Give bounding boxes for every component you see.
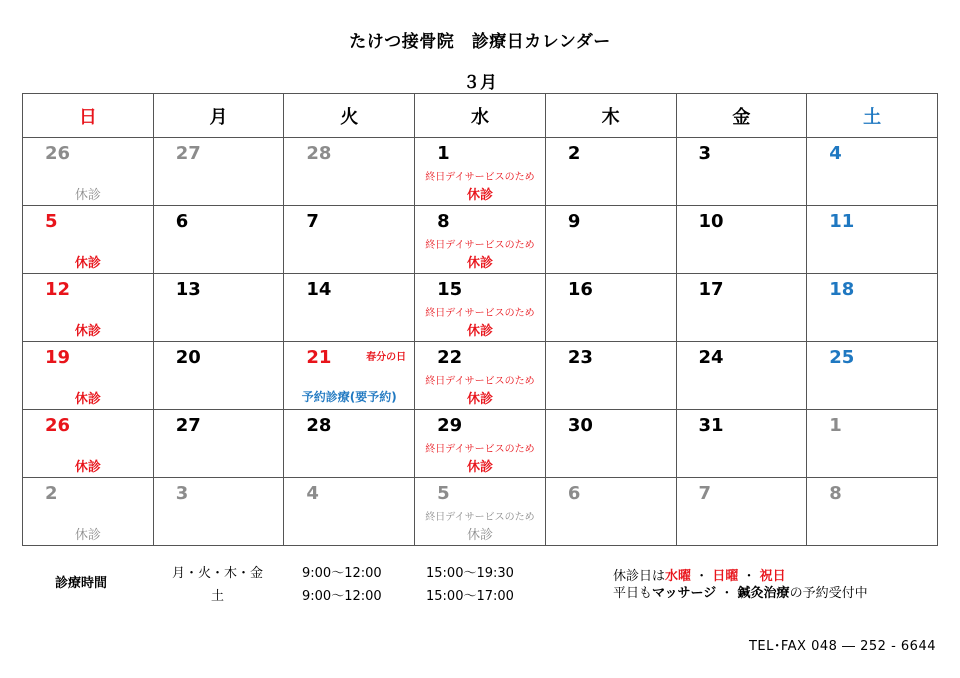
day-number: 9 [567, 211, 581, 232]
weekday-header-tue: 火 [284, 94, 415, 138]
closed-days-sep: ・ [695, 569, 709, 584]
calendar-day-cell [545, 342, 676, 410]
day-service-note: 終日デイサービスのため [425, 240, 535, 251]
day-service-note: 終日デイサービスのため [425, 172, 535, 183]
day-number: 18 [829, 279, 855, 300]
closed-days-sep: ・ [742, 569, 756, 584]
month-label: ３月 [463, 73, 497, 93]
calendar-day-cell [676, 138, 807, 206]
closed-label: 休診 [74, 460, 101, 475]
closed-label: 休診 [74, 392, 101, 407]
calendar-day-cell [23, 274, 154, 342]
day-number: 12 [45, 279, 71, 300]
calendar-day-cell [676, 342, 807, 410]
day-number: 3 [175, 483, 189, 504]
tel-fax: TEL･FAX 048 ― 252 - 6644 [748, 639, 936, 654]
calendar-day-cell [284, 206, 415, 274]
hours-evening-saturday: 15:00～17:00 [426, 589, 514, 604]
calendar-day-cell [415, 342, 546, 410]
weekday-header-sat: 土 [807, 94, 938, 138]
day-number: 7 [306, 211, 319, 232]
calendar-day-cell [676, 478, 807, 546]
day-number: 8 [829, 483, 842, 504]
reservation-massage: マッサージ [652, 586, 717, 601]
holiday-label: 春分の日 [366, 352, 407, 363]
day-number: 27 [175, 415, 201, 436]
day-number: 28 [306, 415, 332, 436]
weekday-header-sun: 日 [23, 94, 154, 138]
hours-label: 診療時間 [55, 576, 108, 591]
weekday-header-thu: 木 [545, 94, 676, 138]
calendar-day-cell [676, 274, 807, 342]
day-number: 13 [175, 279, 201, 300]
day-number: 20 [175, 347, 201, 368]
calendar-day-cell [284, 478, 415, 546]
hours-days-saturday: 土 [210, 589, 224, 604]
day-number: 26 [45, 143, 71, 164]
weekday-header-mon: 月 [153, 94, 284, 138]
calendar-day-cell [23, 410, 154, 478]
calendar-day-cell [415, 138, 546, 206]
calendar-day-cell [284, 138, 415, 206]
calendar-day-cell [807, 274, 938, 342]
reservation-prefix: 平日も [613, 586, 653, 601]
calendar-week-row [23, 410, 938, 478]
day-service-note: 終日デイサービスのため [425, 512, 535, 523]
calendar-day-cell [153, 342, 284, 410]
reservation-info [613, 582, 868, 601]
calendar-day-cell [415, 206, 546, 274]
day-number: 25 [829, 347, 855, 368]
calendar-week-row [23, 274, 938, 342]
day-service-note: 終日デイサービスのため [425, 376, 535, 387]
day-number: 1 [829, 415, 842, 436]
calendar-day-cell [23, 206, 154, 274]
calendar-day-cell [23, 342, 154, 410]
calendar-day-cell [153, 206, 284, 274]
day-number: 30 [567, 415, 593, 436]
day-number: 6 [567, 483, 581, 504]
closed-label: 休診 [466, 188, 493, 203]
day-number: 16 [567, 279, 593, 300]
calendar-day-cell [415, 274, 546, 342]
calendar-day-cell [807, 138, 938, 206]
calendar-day-cell [545, 138, 676, 206]
day-number: 29 [437, 415, 463, 436]
calendar-day-cell [545, 206, 676, 274]
calendar-day-cell [807, 410, 938, 478]
day-number: 21 [306, 347, 332, 368]
calendar-day-cell [545, 410, 676, 478]
day-number: 10 [698, 211, 724, 232]
reservation-suffix: の予約受付中 [789, 586, 868, 601]
day-number: 3 [698, 143, 712, 164]
day-number: 4 [829, 143, 842, 164]
calendar-day-cell [545, 478, 676, 546]
calendar-day-cell [676, 206, 807, 274]
day-number: 7 [698, 483, 712, 504]
day-number: 27 [175, 143, 201, 164]
calendar-day-cell [807, 342, 938, 410]
day-number: 22 [437, 347, 463, 368]
closed-label: 休診 [74, 256, 101, 271]
calendar-day-cell [23, 478, 154, 546]
closed-label: 休診 [466, 460, 493, 475]
reservation-acupuncture: 鍼灸治療 [737, 586, 790, 601]
calendar-week-row [23, 206, 938, 274]
closed-label: 休診 [74, 188, 101, 203]
weekday-header-wed: 水 [415, 94, 546, 138]
calendar-day-cell [153, 138, 284, 206]
day-number: 2 [567, 143, 581, 164]
closed-label: 休診 [74, 528, 101, 543]
calendar-day-cell [284, 410, 415, 478]
calendar-week-row [23, 478, 938, 546]
day-number: 5 [45, 211, 58, 232]
hours-morning-saturday: 9:00～12:00 [302, 589, 382, 604]
day-number: 4 [306, 483, 319, 504]
day-number: 31 [698, 415, 724, 436]
day-number: 24 [698, 347, 724, 368]
closed-label: 休診 [466, 528, 493, 543]
day-number: 2 [45, 483, 58, 504]
closed-day-holiday: 祝日 [759, 569, 786, 584]
calendar-day-cell [153, 410, 284, 478]
calendar-day-cell [415, 478, 546, 546]
calendar-week-row [23, 138, 938, 206]
closed-label: 休診 [466, 392, 493, 407]
day-number: 1 [437, 143, 450, 164]
calendar-day-cell [153, 478, 284, 546]
weekday-header-fri: 金 [676, 94, 807, 138]
hours-days-weekday: 月・火・木・金 [171, 566, 263, 581]
calendar-day-cell [153, 274, 284, 342]
closed-day-sun: 日曜 [712, 569, 739, 584]
hours-evening-weekday: 15:00～19:30 [426, 566, 514, 581]
day-service-note: 終日デイサービスのため [425, 308, 535, 319]
calendar-body [23, 138, 938, 546]
closed-day-wed: 水曜 [665, 569, 692, 584]
day-number: 5 [437, 483, 450, 504]
day-number: 23 [567, 347, 593, 368]
day-number: 19 [45, 347, 71, 368]
calendar-table [22, 93, 938, 546]
page-title: たけつ接骨院 診療日カレンダー [349, 32, 611, 52]
day-number: 26 [45, 415, 71, 436]
day-number: 17 [698, 279, 724, 300]
calendar-week-row [23, 342, 938, 410]
day-number: 28 [306, 143, 332, 164]
day-number: 14 [306, 279, 332, 300]
calendar-day-cell [545, 274, 676, 342]
reservation-sep: ・ [720, 586, 734, 601]
calendar-day-cell [807, 478, 938, 546]
calendar-day-cell [284, 342, 415, 410]
calendar-day-cell [23, 138, 154, 206]
day-number: 11 [829, 211, 855, 232]
closed-label: 休診 [466, 324, 493, 339]
closed-label: 休診 [74, 324, 101, 339]
calendar-day-cell [676, 410, 807, 478]
day-service-note: 終日デイサービスのため [425, 444, 535, 455]
calendar-day-cell [284, 274, 415, 342]
hours-morning-weekday: 9:00～12:00 [302, 566, 382, 581]
weekday-header-row [23, 94, 938, 138]
reservation-label: 予約診療(要予約) [301, 390, 397, 404]
day-number: 8 [437, 211, 450, 232]
day-number: 6 [175, 211, 189, 232]
day-number: 15 [437, 279, 463, 300]
closed-days-prefix: 休診日は [613, 569, 666, 584]
closed-label: 休診 [466, 256, 493, 271]
calendar-day-cell [807, 206, 938, 274]
calendar-day-cell [415, 410, 546, 478]
